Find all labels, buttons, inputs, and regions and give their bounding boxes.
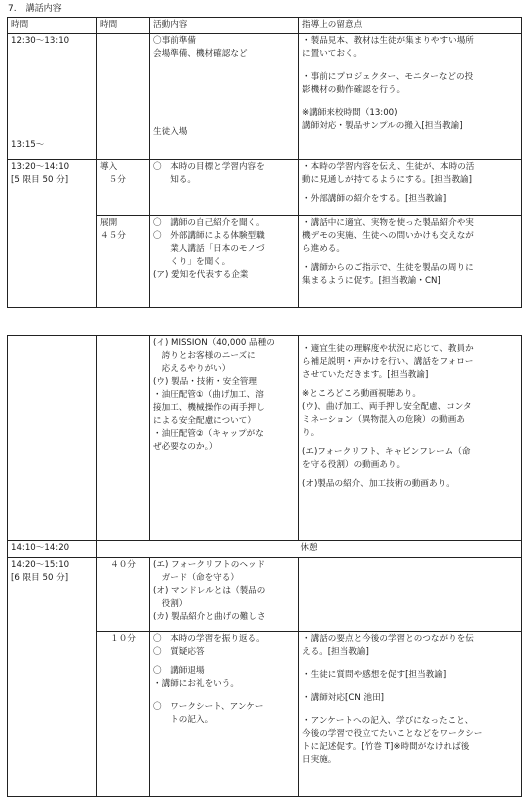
header-notes: 指導上の留意点 (299, 18, 522, 34)
table-row-preparation (8, 34, 522, 160)
phase-cell (97, 34, 150, 160)
notes-cell: ・本時の学習内容を伝え、生徒が、本時の活 動に見通しが持てるようにする。[担当教諭] ・外部講師の紹介をする。[担当教諭] (299, 160, 522, 216)
header-time2: 時間 (97, 18, 150, 34)
table-row-6th-period (8, 558, 522, 632)
table-row-break (8, 541, 522, 558)
activity-cell: 〇 本時の目標と学習内容を 知る。 (150, 160, 299, 216)
break-label: 休憩 (97, 541, 522, 558)
activity-cell: 〇 講師の自己紹介を聞く。 〇 外部講師による体験型職 業人講話「日本のモノづ くり」を聞く。 (ア) 愛知を代表する企業 (150, 216, 299, 308)
phase-cell: 導入 ５分 (97, 160, 150, 216)
table-row-development-cont (8, 336, 522, 541)
time-cell: 14:10～14:20 (8, 541, 97, 558)
notes-cell: ・製品見本、教材は生徒が集まりやすい場所 に置いておく。 ・事前にプロジェクター、モニターなどの投 影機材の動作確認を行う。 ※講師来校時間（13:00) 講師対応・製品サンプルの搬入[担当教諭] (299, 34, 522, 160)
notes-cell (299, 558, 522, 632)
activity-cell: 〇事前準備 会場準備、機材確認など 生徒入場 (150, 34, 299, 160)
phase-cell: ４０分 (97, 558, 150, 632)
phase-cell (97, 336, 150, 541)
section-title: 7. 講話内容 (8, 4, 62, 14)
phase-cell: 展開 ４５分 (97, 216, 150, 308)
lecture-schedule-table-part2 (7, 335, 522, 797)
lecture-schedule-table-part1 (7, 17, 522, 308)
activity-cell: 〇 本時の学習を振り返る。 〇 質疑応答 〇 講師退場 ・講師にお礼をいう。 〇 ワークシート、アンケー トの記入。 (150, 632, 299, 797)
activity-cell: (イ) MISSION（40,000 品種の 誇りとお客様のニーズに 応えるやりがい） (ウ) 製品・技術・安全管理 ・油圧配管①（曲げ加工、溶 接加工、機械操作の両手押し による安全配慮について） ・油圧配管②（キャップがな ぜ必要なのか。） (150, 336, 299, 541)
activity-cell: (エ) フォークリフトのヘッド ガード（命を守る） (オ) マンドレルとは（製品の 役割） (カ) 製品紹介と曲げの難しさ (150, 558, 299, 632)
table-row-introduction (8, 160, 522, 216)
time-cell: 13:20～14:10 [5 限目 50 分] (8, 160, 97, 308)
time-cell: 12:30～13:10 13:15～ (8, 34, 97, 160)
header-activity: 活動内容 (150, 18, 299, 34)
notes-cell: ・講話中に適宜、実物を使った製品紹介や実 機デモの実施、生徒への問いかけも交えなが ら進める。 ・講師からのご指示で、生徒を製品の周りに 集まるように促す。[担当教諭・CN] (299, 216, 522, 308)
header-row (8, 18, 522, 34)
header-time: 時間 (8, 18, 97, 34)
time-cell: 14:20～15:10 [6 限目 50 分] (8, 558, 97, 797)
notes-cell: ・講話の要点と今後の学習とのつながりを伝 える。[担当教諭] ・生徒に質問や感想を促す[担当教諭] ・講師対応[CN 池田] ・アンケートへの記入、学びになったこと、 今後の学習で役立てたいことなどをワークシー トに記述促す。[竹巻 T]※時間がなければ後 日実施。 (299, 632, 522, 797)
time-cell (8, 336, 97, 541)
phase-cell: １０分 (97, 632, 150, 797)
notes-cell: ・適宜生徒の理解度や状況に応じて、教員か ら補足説明・声かけを行い、講話をフォロー させていただきます。[担当教諭] ※ところどころ動画視聴あり。 (ウ)、曲げ加工、両手押し安全配慮、コンタ ミネーション（異物混入の危険）の動画あ り。 (エ)フォークリフト、キャビンフレーム（命 を守る役割）の動画あり。 (オ)製品の紹介、加工技術の動画あり。 (299, 336, 522, 541)
